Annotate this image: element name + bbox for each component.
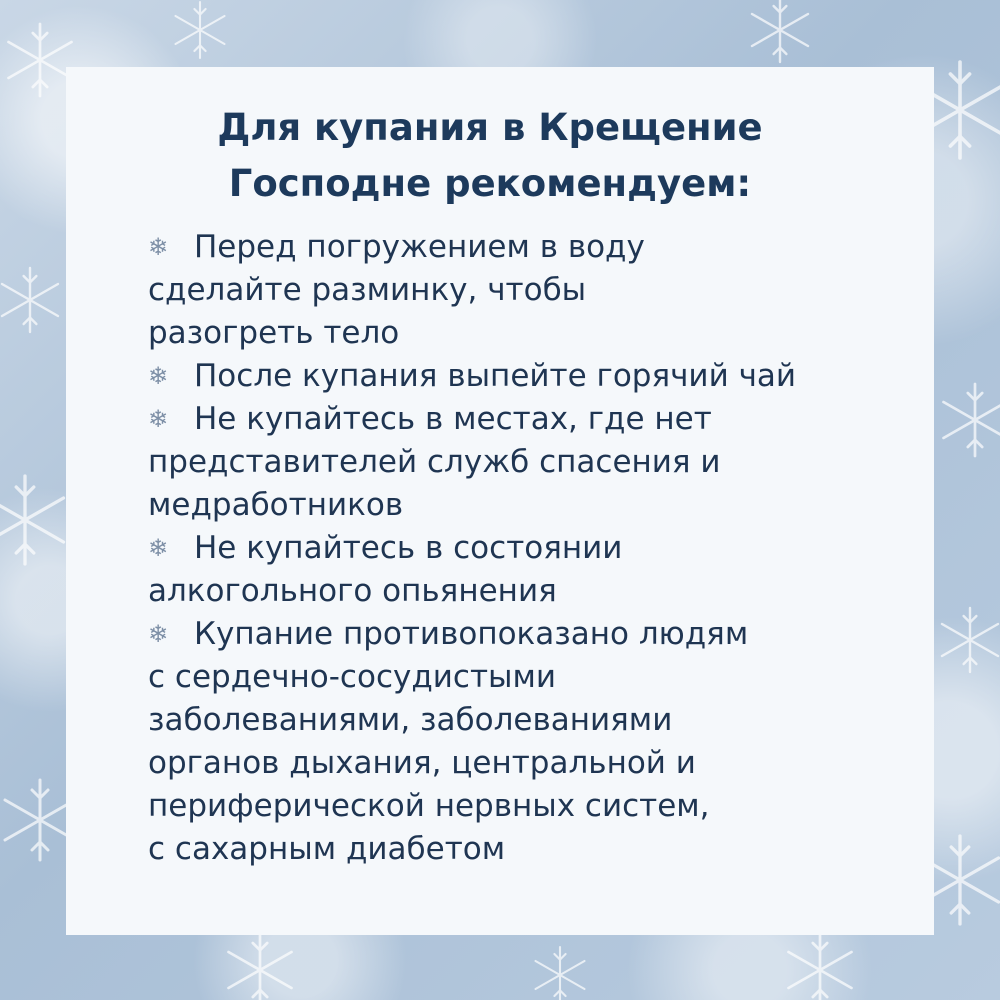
list-item [148, 355, 908, 398]
list-item-text: с сахарным диабетом [148, 831, 506, 867]
snowflake-icon: ❄ [148, 362, 169, 390]
title-line-2: Господне рекомендуем: [228, 162, 752, 205]
list-item-text: После купания выпейте горячий чай [194, 358, 797, 394]
list-item-text: периферической нервных систем, [148, 788, 710, 824]
list-item-text: сделайте разминку, чтобы [148, 272, 587, 308]
list-item-text: Купание противопоказано людям [194, 616, 749, 652]
list-item-text: алкогольного опьянения [148, 573, 557, 609]
list-item-text: представителей служб спасения и [148, 444, 721, 480]
list-item-text: Не купайтесь в местах, где нет [194, 401, 712, 437]
list-item [148, 398, 908, 527]
title-line-1: Для купания в Крещение [217, 106, 763, 149]
list-item-text: разогреть тело [148, 315, 400, 351]
list-item-text: заболеваниями, заболеваниями [148, 702, 673, 738]
list-item-text: с сердечно-сосудистыми [148, 659, 557, 695]
list-item [148, 226, 908, 355]
list-item [148, 613, 908, 871]
snowflake-icon: ❄ [148, 233, 169, 261]
list-item-text: Не купайтесь в состоянии [194, 530, 623, 566]
list-item-text: медработников [148, 487, 404, 523]
recommendation-list [148, 226, 908, 871]
list-item [148, 527, 908, 613]
list-item-text: органов дыхания, центральной и [148, 745, 696, 781]
page-title [0, 100, 980, 212]
snowflake-icon: ❄ [148, 534, 169, 562]
snowflake-icon: ❄ [148, 405, 169, 433]
snowflake-icon: ❄ [148, 620, 169, 648]
list-item-text: Перед погружением в воду [194, 229, 645, 265]
